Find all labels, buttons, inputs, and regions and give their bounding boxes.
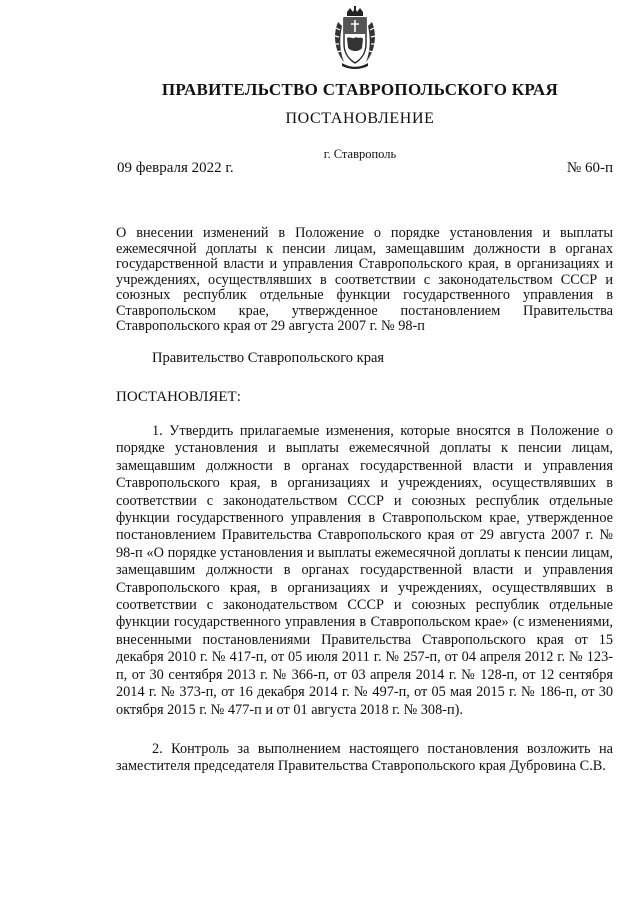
document-type: ПОСТАНОВЛЕНИЕ (285, 110, 435, 127)
paragraph-2: 2. Контроль за выполнением настоящего постановления возложить на заместителя председателя Правительства Ставропольского края Дубровина С.В. (116, 741, 613, 775)
government-title: ПРАВИТЕЛЬСТВО СТАВРОПОЛЬСКОГО КРАЯ (161, 80, 559, 99)
coat-of-arms-icon (330, 6, 380, 70)
document-city: г. Ставрополь (323, 147, 397, 161)
issuing-body: Правительство Ставропольского края (152, 350, 385, 366)
document-number: № 60-п (566, 160, 613, 176)
document-date: 09 февраля 2022 г. (117, 160, 234, 176)
document-subject: О внесении изменений в Положение о порядке установления и выплаты ежемесячной доплаты к пенсии лицам, замещавшим должности в органах государственной власти и управления Ставропольского края, в организациях и учреждениях, осуществлявших в соответствии с законодательством СССР и союзных республик отдельные функции государственного управления в Ставропольском крае, утвержденное постановлением Правительства Ставропольского края от 29 августа 2007 г. № 98-п (116, 225, 613, 334)
resolves-heading: ПОСТАНОВЛЯЕТ: (116, 389, 241, 405)
paragraph-1: 1. Утвердить прилагаемые изменения, которые вносятся в Положение о порядке установления и выплаты ежемесячной доплаты к пенсии лицам, замещавшим должности в органах государственной власти и управления Ставропольского края, в организациях и учреждениях, осуществлявших в соответствии с законодательством СССР и союзных республик отдельные функции государственного управления в Ставропольском крае, утвержденное постановлением Правительства Ставропольского края от 29 августа 2007 г. № 98-п «О порядке установления и выплаты ежемесячной доплаты к пенсии лицам, замещавшим должности в органах государственной власти и управления Ставропольского края, в организациях и учреждениях, осуществлявших в соответствии с законодательством СССР и союзных республик отдельные функции государственного управления в Ставропольском крае» (с изменениями, внесенными постановлениями Правительства Ставропольского края от 15 декабря 2010 г. № 417-п, от 05 июля 2011 г. № 257-п, от 04 апреля 2012 г. № 123-п, от 30 сентября 2013 г. № 366-п, от 03 апреля 2014 г. № 128-п, от 12 сентября 2014 г. № 373-п, от 16 декабря 2014 г. № 497-п, от 05 мая 2015 г. № 186-п, от 30 октября 2015 г. № 477-п и от 01 августа 2018 г. № 308-п). (116, 423, 613, 718)
